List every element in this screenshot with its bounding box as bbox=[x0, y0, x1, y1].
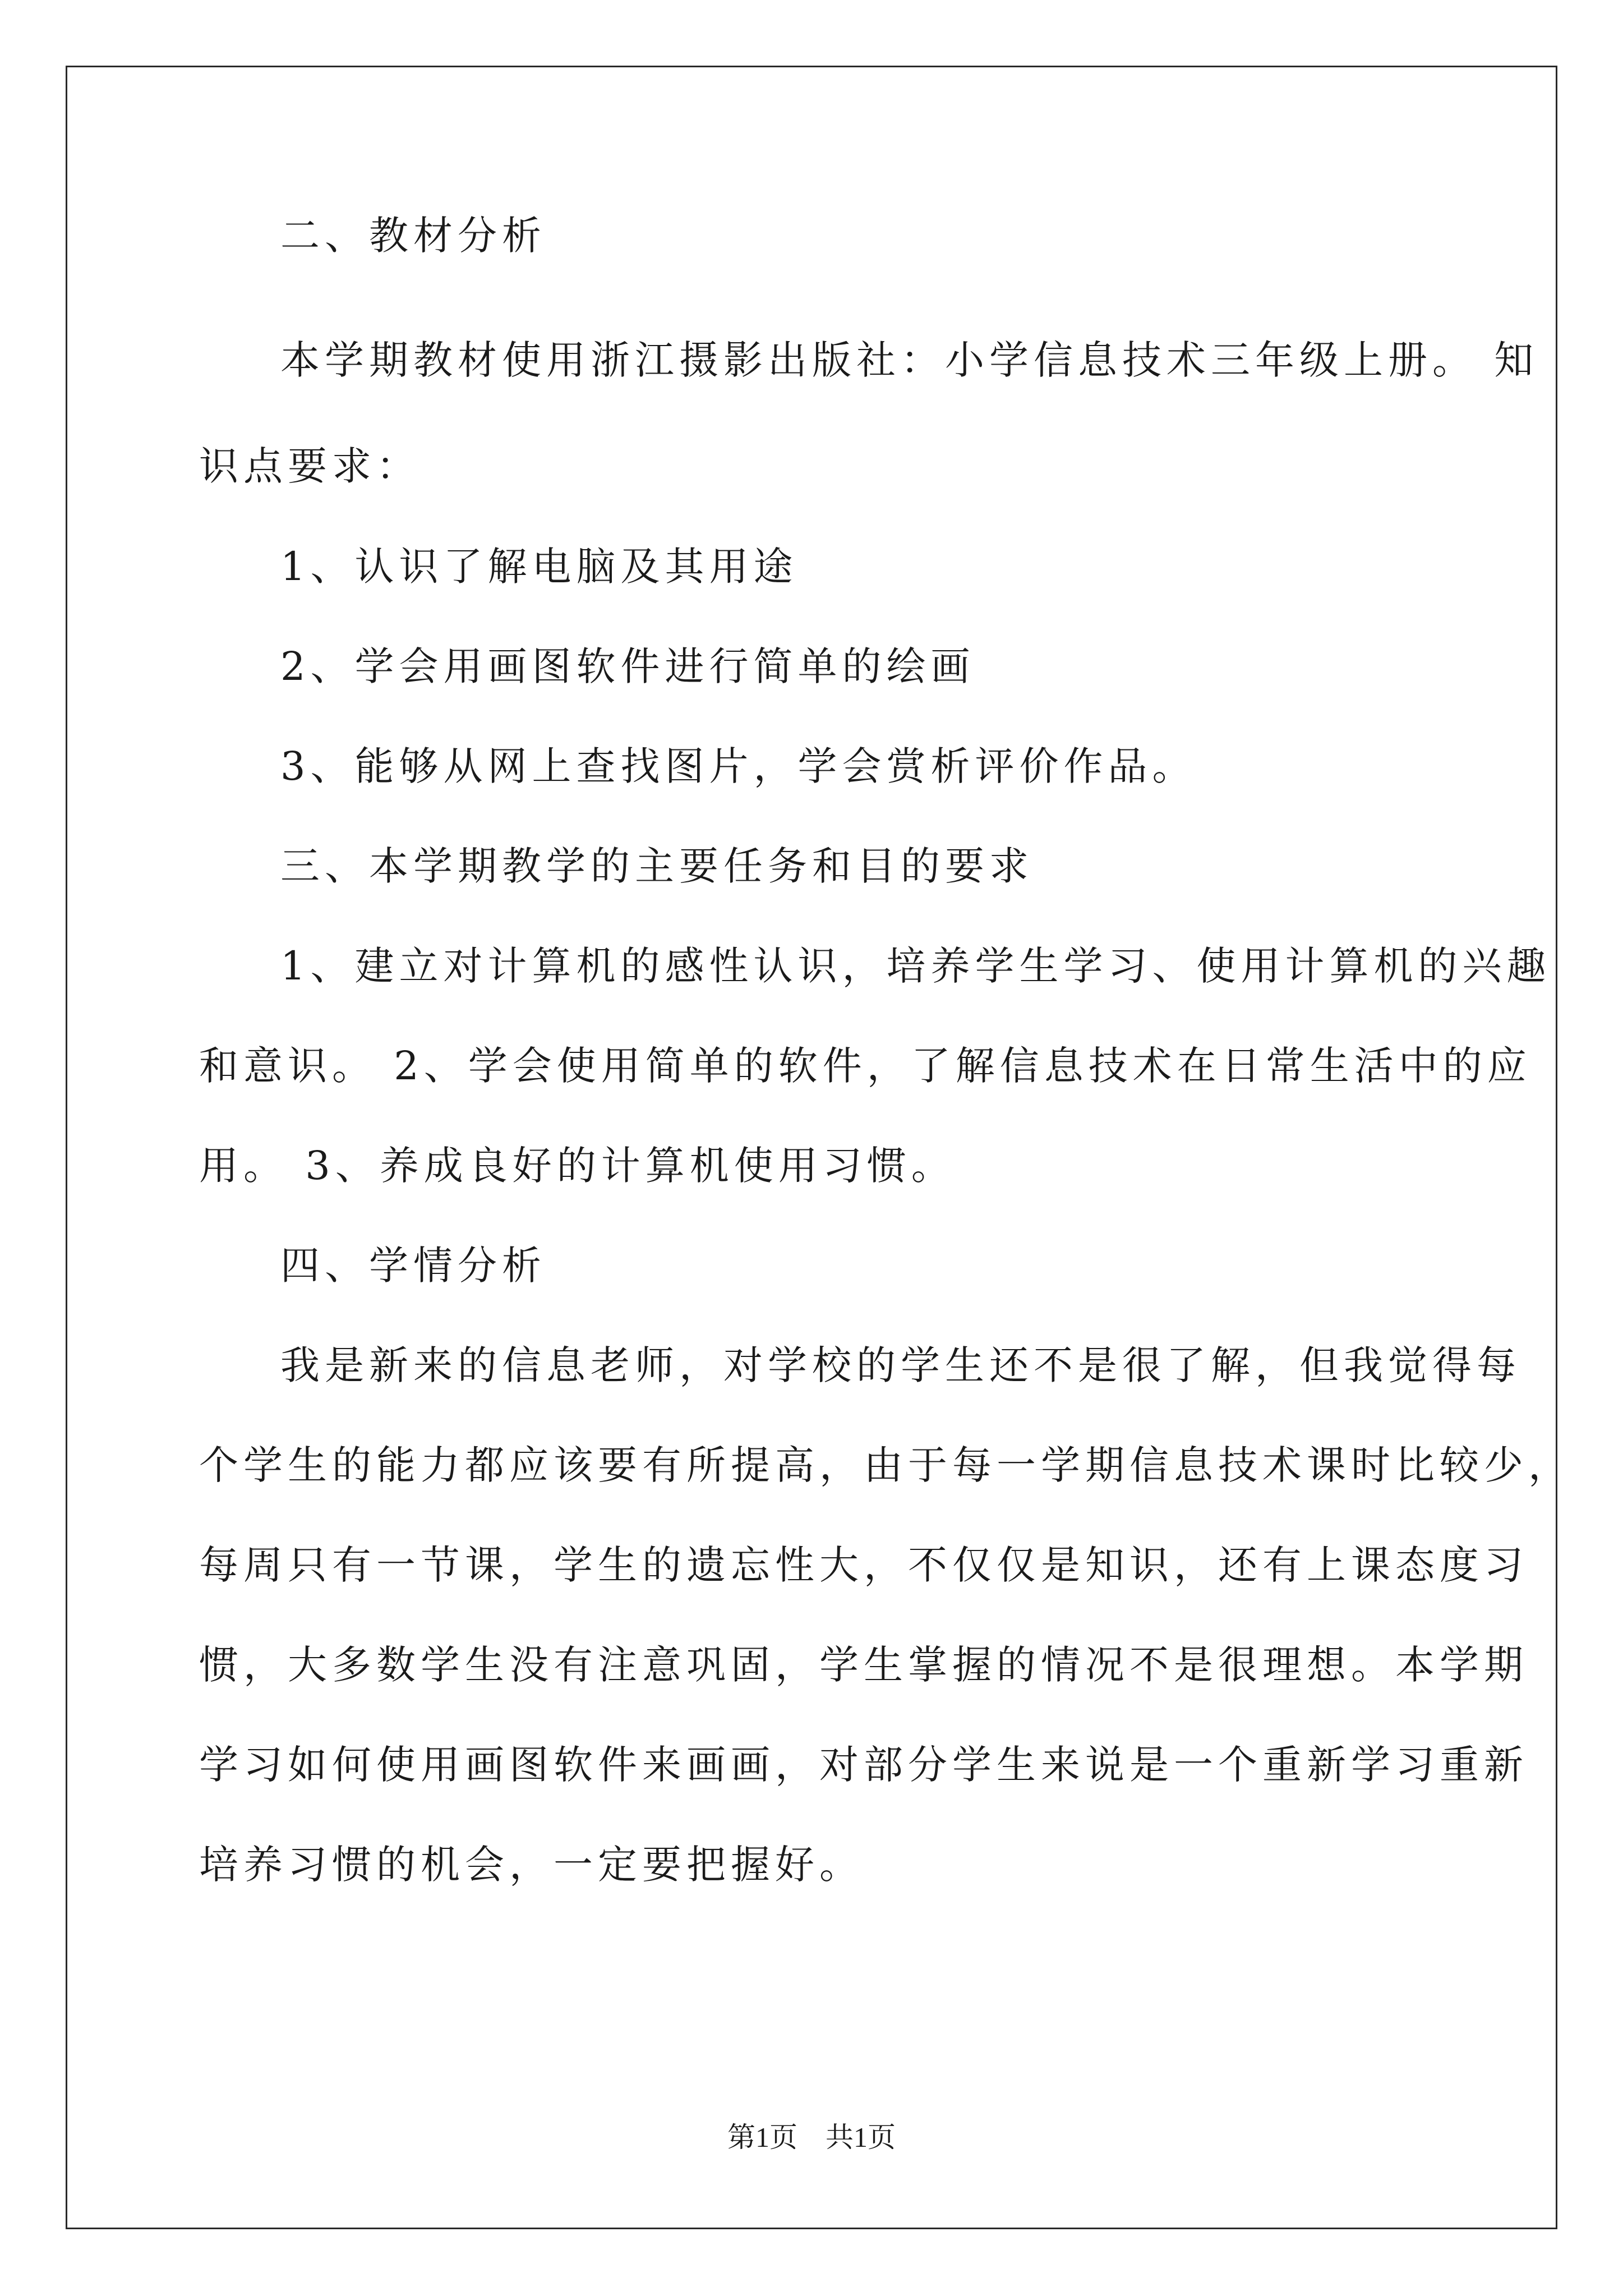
paragraph-line: 惯，大多数学生没有注意巩固，学生掌握的情况不是很理想。本学期 bbox=[199, 1642, 1528, 1688]
page-number: 第1页 bbox=[727, 2122, 797, 2153]
paragraph-line: 用。 3、养成良好的计算机使用习惯。 bbox=[199, 1143, 956, 1189]
page-total: 共1页 bbox=[826, 2122, 896, 2153]
paragraph-line: 培养习惯的机会，一定要把握好。 bbox=[199, 1842, 864, 1888]
list-item: 3、能够从网上查找图片，学会赏析评价作品。 bbox=[280, 743, 1197, 789]
list-item: 2、学会用画图软件进行简单的绘画 bbox=[280, 643, 975, 689]
paragraph-line: 学习如何使用画图软件来画画，对部分学生来说是一个重新学习重新 bbox=[199, 1742, 1528, 1788]
paragraph-line: 识点要求： bbox=[199, 443, 421, 489]
paragraph-line: 本学期教材使用浙江摄影出版社：小学信息技术三年级上册。 知 bbox=[280, 337, 1539, 383]
heading-student-analysis: 四、学情分析 bbox=[280, 1243, 546, 1289]
paragraph-line: 我是新来的信息老师，对学校的学生还不是很了解，但我觉得每 bbox=[280, 1342, 1521, 1388]
page-footer bbox=[0, 2123, 1623, 2151]
paragraph-line: 个学生的能力都应该要有所提高，由于每一学期信息技术课时比较少， bbox=[199, 1442, 1573, 1488]
heading-textbook-analysis: 二、教材分析 bbox=[280, 213, 546, 259]
list-item: 1、认识了解电脑及其用途 bbox=[280, 544, 798, 590]
paragraph-line: 1、建立对计算机的感性认识，培养学生学习、使用计算机的兴趣 bbox=[280, 943, 1551, 989]
paragraph-line: 和意识。 2、学会使用简单的软件，了解信息技术在日常生活中的应 bbox=[199, 1043, 1532, 1089]
heading-teaching-tasks: 三、本学期教学的主要任务和目的要求 bbox=[280, 843, 1034, 889]
paragraph-line: 每周只有一节课，学生的遗忘性大，不仅仅是知识，还有上课态度习 bbox=[199, 1542, 1528, 1588]
